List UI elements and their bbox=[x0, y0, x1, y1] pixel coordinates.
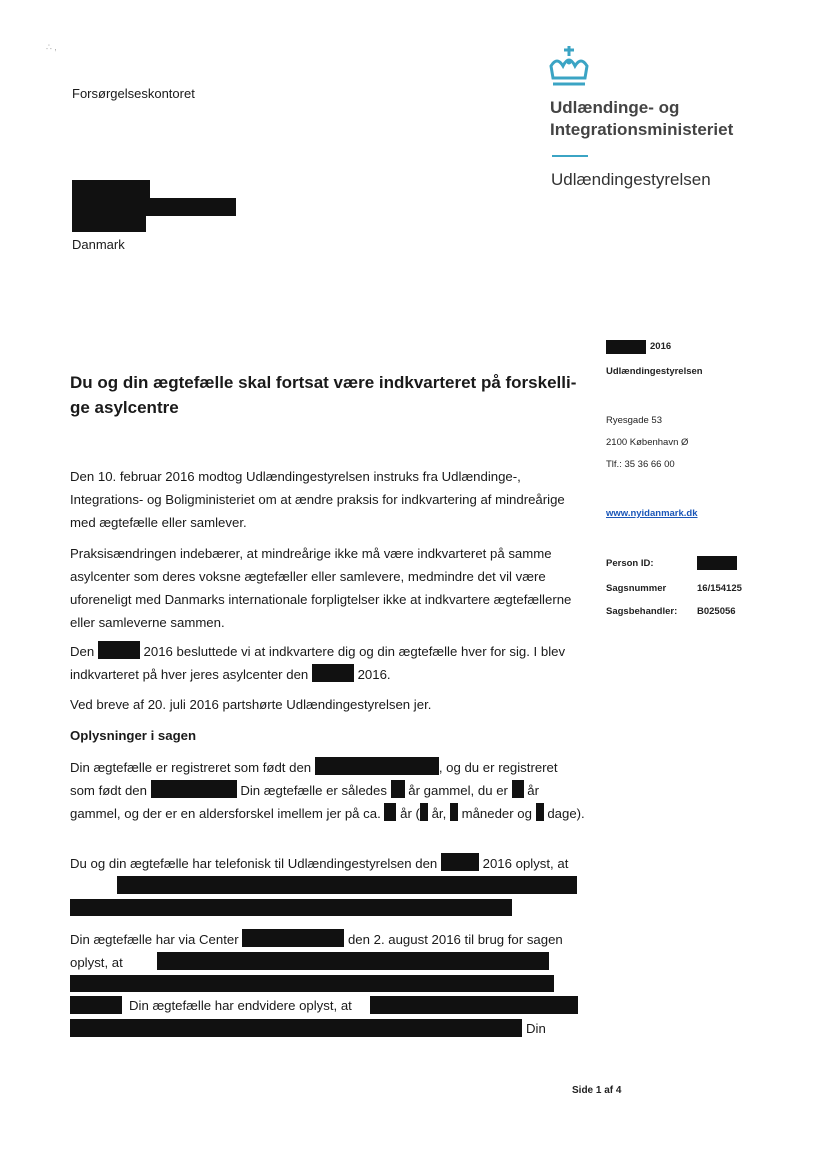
redaction-center-name bbox=[242, 929, 344, 947]
paragraph-1: Den 10. februar 2016 modtog Udlændingestyrelsen instruks fra Udlændinge-, Integrations- og Boligministeriet om at ændre praksis for indkvartering af mindreårige med ægtefælle eller samlever. bbox=[70, 469, 565, 530]
case-number: 16/154125 bbox=[697, 583, 742, 594]
redaction-address-1 bbox=[72, 180, 150, 198]
p6-text-b: 2016 oplyst, at bbox=[482, 856, 569, 871]
sidebar-street: Ryesgade 53 bbox=[606, 415, 662, 426]
redaction-address-3 bbox=[72, 216, 146, 232]
redaction-phone-statement-1 bbox=[117, 876, 577, 894]
page-number: Side 1 af 4 bbox=[572, 1085, 622, 1096]
p5-text-f: år ( bbox=[400, 806, 420, 821]
p3-text-b: 2016 besluttede vi at indkvartere dig og din ægtefælle hver for sig. I blev indkvarteret på hver jeres asylcenter den bbox=[70, 644, 566, 682]
website-link[interactable]: www.nyidanmark.dk bbox=[606, 508, 698, 519]
redaction-spouse-age bbox=[391, 780, 405, 798]
p5-text-b: , og du er registreret som født den bbox=[70, 760, 558, 798]
redaction-decision-date bbox=[98, 641, 140, 659]
redaction-days bbox=[536, 803, 544, 821]
sidebar-org: Udlændingestyrelsen bbox=[606, 366, 703, 377]
recipient-country: Danmark bbox=[72, 237, 125, 252]
p5-text-d: år gammel, du er bbox=[408, 783, 508, 798]
p3-text-a: Den bbox=[70, 644, 95, 659]
letter-heading: Du og din ægtefælle skal fortsat være indkvarteret på forskellige asylcentre bbox=[70, 373, 577, 417]
redaction-spouse-dob bbox=[315, 757, 439, 775]
p5-text-a: Din ægtefælle er registreret som født den bbox=[70, 760, 312, 775]
redaction-phone-date bbox=[441, 853, 479, 871]
redaction-further-statement-1 bbox=[370, 996, 578, 1014]
redaction-your-dob bbox=[151, 780, 237, 798]
sidebar-city: 2100 København Ø bbox=[606, 437, 689, 448]
person-id-label: Person ID: bbox=[606, 558, 654, 569]
p7-text-b: den 2. august 2016 til brug for sagen oplyst, at bbox=[70, 932, 563, 970]
redaction-center-statement-3 bbox=[70, 996, 122, 1014]
letter-date-year: 2016 bbox=[650, 341, 672, 352]
p7-text-a: Din ægtefælle har via Center bbox=[70, 932, 239, 947]
p6-text-a: Du og din ægtefælle har telefonisk til Udlændingestyrelsen den bbox=[70, 856, 438, 871]
case-number-label: Sagsnummer bbox=[606, 583, 667, 594]
redaction-months bbox=[450, 803, 458, 821]
p5-text-h: måneder og bbox=[461, 806, 532, 821]
p5-text-e: år gammel, og der er en aldersforskel imellem jer på ca. bbox=[70, 783, 540, 821]
paragraph-8: Din ægtefælle har endvidere oplyst, at bbox=[129, 998, 352, 1013]
redaction-age-diff bbox=[384, 803, 396, 821]
case-officer: B025056 bbox=[697, 606, 736, 617]
p5-text-c: Din ægtefælle er således bbox=[240, 783, 387, 798]
paragraph-6 bbox=[70, 852, 585, 875]
redaction-further-statement-2 bbox=[70, 1019, 522, 1037]
p3-text-c: 2016. bbox=[357, 667, 391, 682]
scan-mark: ∴ , bbox=[46, 42, 57, 52]
redaction-address-2 bbox=[72, 198, 236, 216]
p5-text-i: dage). bbox=[547, 806, 585, 821]
crown-icon bbox=[545, 44, 593, 90]
redaction-center-statement-2 bbox=[70, 975, 554, 992]
agency-name: Udlændingestyrelsen bbox=[551, 170, 711, 189]
sender-office: Forsørgelseskontoret bbox=[72, 86, 195, 101]
sidebar-phone: Tlf.: 35 36 66 00 bbox=[606, 459, 675, 470]
ministry-name-line1: Udlændinge- og bbox=[550, 98, 680, 117]
redaction-housing-date bbox=[312, 664, 354, 682]
paragraph-4: Ved breve af 20. juli 2016 partshørte Udlændingestyrelsen jer. bbox=[70, 697, 432, 712]
case-officer-label: Sagsbehandler: bbox=[606, 606, 678, 617]
p5-text-g: år, bbox=[431, 806, 447, 821]
accent-divider bbox=[552, 155, 588, 157]
paragraph-3 bbox=[70, 640, 585, 686]
redaction-phone-statement-2 bbox=[70, 899, 512, 916]
paragraph-5 bbox=[70, 756, 585, 825]
redaction-center-statement-1 bbox=[157, 952, 549, 970]
ministry-name-line2: Integrationsministeriet bbox=[550, 120, 734, 139]
paragraph-2: Praksisændringen indebærer, at mindreårige ikke må være indkvarteret på samme asylcenter som deres voksne ægtefæller eller samlevere, medmindre det vil være uforeneligt med Danmarks internationale forpligtelser ikke at indkvartere ægtefællerne eller samleverne sammen. bbox=[70, 546, 572, 630]
redaction-your-age bbox=[512, 780, 524, 798]
redaction-years bbox=[420, 803, 428, 821]
redaction-date bbox=[606, 340, 646, 354]
redaction-person-id bbox=[697, 556, 737, 570]
website-link-wrap bbox=[606, 508, 698, 519]
ministry-name bbox=[550, 97, 733, 141]
section-title: Oplysninger i sagen bbox=[70, 728, 197, 743]
paragraph-8-tail: Din bbox=[526, 1021, 546, 1036]
